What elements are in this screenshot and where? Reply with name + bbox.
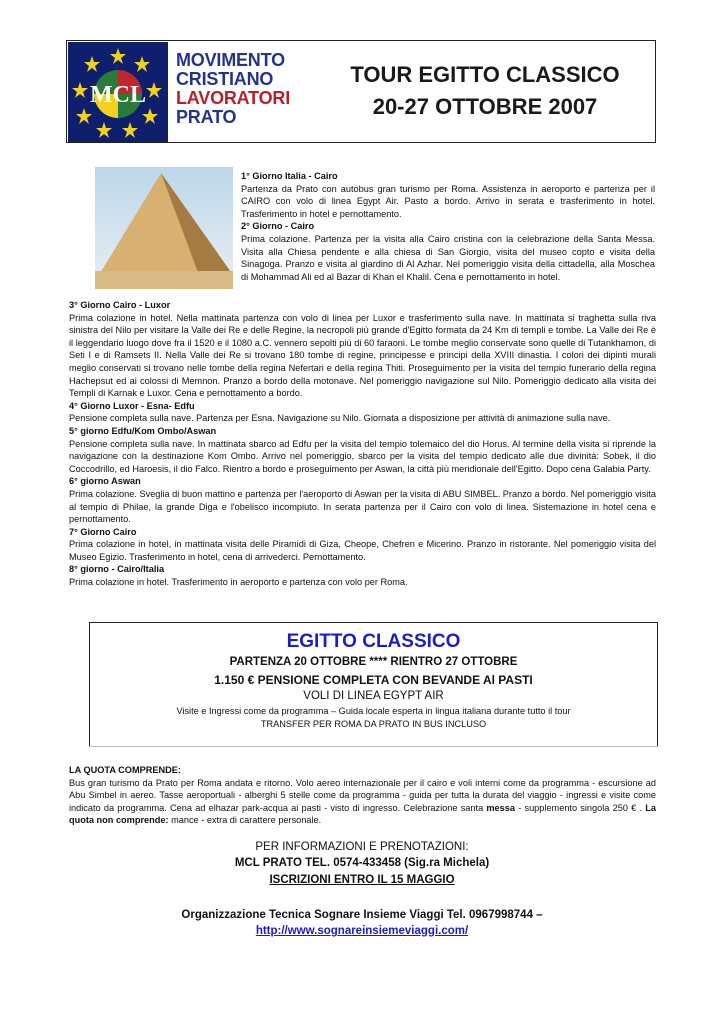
day-text: Partenza da Prato con autobus gran turismo per Roma. Assistenza in aeroporto e partenza per il CAIRO con volo di linea Egypt Air. Pasto a bordo. Arrivo in serata e trasferimento in hotel. Trasferimento in hotel e pernottamento. — [241, 183, 655, 219]
day-text: Pensione completa sulla nave. In mattinata sbarco ad Edfu per la visita del tempio tolemaico del dio Horus. Al termine della visita si riprende la navigazione con la destinazione Kom Ombo. Arrivo nel pomeriggio, sbarco per la visita del tempio dedicato alle due divinità: Sobek, il dio Coccodrillo, ed Haroesis, il dio Falco. Rientro a bordo e proseguimento per Aswan, la città più meridionale dell'Egitto. Dopo cena Galabia Party. — [69, 438, 656, 474]
info-deadline: ISCRIZIONI ENTRO IL 15 MAGGIO — [269, 874, 455, 886]
tour-title-line1: TOUR EGITTO CLASSICO — [350, 62, 620, 87]
not-included-label: La quota non comprende: — [69, 802, 656, 826]
day-title: 3° Giorno Cairo - Luxor — [69, 300, 171, 310]
day-title: 4° Giorno Luxor - Esna- Edfu — [69, 400, 195, 411]
promo-visits: Visite e Ingressi come da programma – Guida locale esperta in lingua italiana durante tutto il tour — [176, 706, 571, 716]
promo-title: EGITTO CLASSICO — [286, 631, 461, 652]
mcl-logo-graphic — [68, 42, 168, 142]
itinerary-main — [69, 299, 656, 589]
quota-section — [69, 764, 656, 827]
quota-text — [69, 777, 656, 827]
org-name-line2: CRISTIANO — [176, 69, 274, 89]
day-text: Pensione completa sulla nave. Partenza per Esna. Navigazione su Nilo. Giornata a disposizione per attività di animazione sulla nave. — [69, 413, 611, 424]
day-title: 2° Giorno - Cairo — [241, 221, 315, 232]
day-title: 6° giorno Aswan — [69, 476, 141, 487]
tour-title — [335, 59, 635, 123]
tour-title-line2: 20-27 OTTOBRE 2007 — [372, 94, 598, 119]
promo-flights: VOLI DI LINEA EGYPT AIR — [303, 690, 444, 702]
day-title: 1° Giorno Italia - Cairo — [241, 171, 338, 181]
org-name-line1: MOVIMENTO — [176, 50, 285, 70]
logo-letters: MCL — [90, 82, 146, 108]
website-link[interactable]: http://www.sognareinsiemeviaggi.com/ — [255, 925, 469, 937]
day-text: Prima colazione in hotel. Trasferimento in aeroporto e partenza con volo per Roma. — [69, 577, 408, 588]
day-title: 7° Giorno Cairo — [69, 526, 137, 537]
day-text: Prima colazione. Partenza per la visita alla Cairo cristina con la celebrazione della Santa Messa. Visita alla Chiesa pendente e alla chiesa di San Giorgio, visita del museo copto e visita della Sinagoga. Pranzo e visita al giardino di Al Azhar. Nel pomeriggio visita della cittadella, alla Moschea di Mohammad Ali ed al Bazar di Khan el Khalil. Cena e pernottamento in hotel. — [241, 233, 655, 282]
organizer-line: Organizzazione Tecnica Sognare Insieme Viaggi Tel. 0967998744 – — [181, 909, 543, 921]
day-title: 5° giorno Edfu/Kom Ombo/Aswan — [69, 425, 217, 436]
header-box — [66, 40, 656, 143]
promo-box — [89, 622, 658, 747]
mcl-logo — [68, 42, 168, 142]
day-text: Prima colazione. Sveglia di buon mattino e partenza per l'aeroporto di Aswan per la visita di ABU SIMBEL. Pranzo a bordo. Nel pomeriggio visita al tempio di Philae, la grande Diga e l'obelisco incompiuto. In serata partenza per il Cairo con volo di linea. Sistemazione in hotel cena e pernottamento. — [69, 488, 656, 525]
quota-text-b: - supplemento singola 250 € . — [515, 802, 646, 813]
not-included-text: mance - extra di carattere personale. — [168, 815, 322, 826]
promo-divider — [89, 746, 658, 747]
org-name-line3: LAVORATORI — [176, 88, 290, 108]
day-text: Prima colazione in hotel. Nella mattinata partenza con volo di linea per Luxor e trasferimento sulla nave. In mattinata si traghetta sulla riva sinistra del Nilo per visitare la Valle dei Re e delle Regine, la necropoli più grande d'Egitto formata da 24 Km di templi e tombe. La Valle dei Re è il leggendario luogo dove fra il 1520 e il 1080 a.C. vennero sepolti più di 60 faraoni. Le tombe meglio conservate sono quelle di Tutankhamon, di Seti I e di Ramsets II. Nella Valle dei Re si trovano 180 tombe di regine, principesse e principi della XVIII dinastia. I colori dei dipinti murali meglio conservati si trovano nelle tombe della regina Nefertari e della regina Thiti. Proseguimento per la visita del tempio funerario della regina Hachepsut ed ai colossi di Memnon. Pranzo a bordo della motonave. Nel pomeriggio navigazione sul Nilo. Pomeriggio dedicato alla visita dei Templi di Karnak e Luxor. Cena e pernottamento a bordo. — [69, 312, 656, 399]
info-heading: PER INFORMAZIONI E PRENOTAZIONI: — [255, 841, 469, 853]
org-name-line4: PRATO — [176, 107, 237, 127]
quota-text-bold: messa — [486, 802, 515, 813]
promo-transfer: TRANSFER PER ROMA DA PRATO IN BUS INCLUSO — [260, 719, 487, 729]
info-phone: MCL PRATO TEL. 0574-433458 (Sig.ra Michela) — [234, 857, 490, 869]
promo-dates: PARTENZA 20 OTTOBRE **** RIENTRO 27 OTTOBRE — [229, 656, 518, 668]
org-name — [176, 51, 290, 127]
quota-text-a: Bus gran turismo da Prato per Roma andata e ritorno. Volo aereo internazionale per il cairo e voli interni come da programma - escursione ad Abu Simbel in aereo. Tasse aeroportuali - alberghi 5 stelle come da programma - guida per tutta la durata del viaggio - ingressi e visite come indicato da programma. Cena ad elhazar park-acqua ai pasti - visto di ingresso. Celebrazione santa — [69, 777, 656, 813]
pyramid-photo — [95, 167, 233, 289]
day-text: Prima colazione in hotel, in mattinata visita delle Piramidi di Giza, Cheope, Chefren e Micerino. Pranzo in ristorante. Nel pomeriggio visita del Museo Egizio. Trasferimento in hotel, cena di arrivederci. Pernottamento. — [69, 539, 656, 562]
day-title: 8° giorno - Cairo/Italia — [69, 564, 165, 575]
quota-heading: LA QUOTA COMPRENDE: — [69, 765, 181, 775]
itinerary-top — [241, 170, 655, 283]
promo-price: 1.150 € PENSIONE COMPLETA CON BEVANDE Al PASTI — [214, 673, 533, 687]
